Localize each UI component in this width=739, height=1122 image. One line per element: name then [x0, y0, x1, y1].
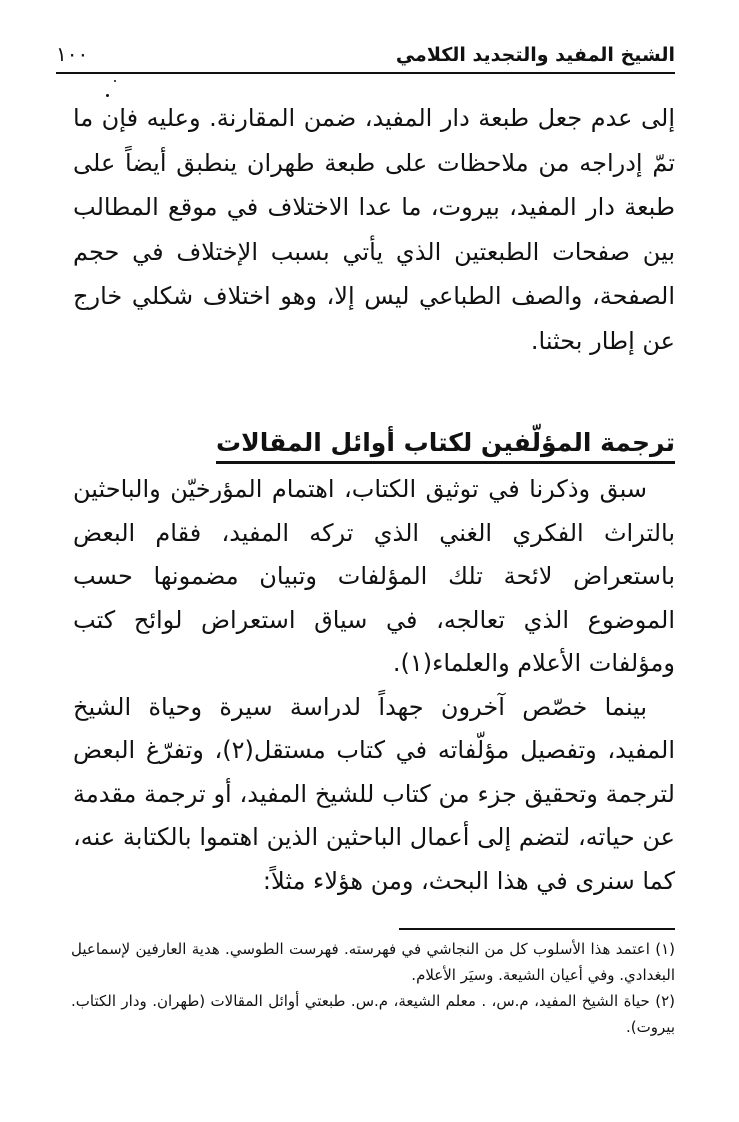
- page-header: [56, 28, 675, 74]
- opening-paragraph-block: [73, 96, 675, 363]
- paragraph: بينما خصّص آخرون جهداً لدراسة سيرة وحياة الشيخ المفيد، وتفصيل مؤلّفاته في كتاب مستقل(٢)، وتفرّغ البعض لترجمة وتحقيق جزء من كتاب للشيخ المفيد، أو ترجمة مقدمة عن حياته، لتضم إلى أعمال الباحثين الذين اهتموا بالكتابة عنه، كما سنرى في هذا البحث، ومن هؤلاء مثلاً:: [73, 692, 675, 895]
- ink-speck: [114, 80, 116, 82]
- running-title: الشيخ المفيد والتجديد الكلامي: [395, 44, 675, 66]
- footnote: (١) اعتمد هذا الأسلوب كل من النجاشي في فهرسته. فهرست الطوسي. هدية العارفين لإسماعيل البغدادي. وفي أعيان الشيعة. وسيَر الأعلام.: [71, 940, 675, 984]
- paragraph: سبق وذكرنا في توثيق الكتاب، اهتمام المؤرخيّن والباحثين بالتراث الفكري الغني الذي تركه المفيد، فقام البعض باستعراض لائحة تلك المؤلفات وتبيان مضمونها حسب الموضوع الذي تعالجه، في سياق استعراض لوائح كتب ومؤلفات الأعلام والعلماء(١).: [73, 475, 675, 677]
- section-heading: ترجمة المؤلّفين لكتاب أوائل المقالات: [216, 428, 675, 464]
- footnote-separator: [399, 928, 675, 930]
- page-number: ١٠٠: [56, 42, 89, 66]
- paragraph: إلى عدم جعل طبعة دار المفيد، ضمن المقارنة. وعليه فإن ما تمّ إدراجه من ملاحظات على طبعة طهران ينطبق أيضاً على طبعة دار المفيد، بيروت، ما عدا الاختلاف في موقع المطالب بين صفحات الطبعتين الذي يأتي بسبب الإختلاف في حجم الصفحة، والصف الطباعي ليس إلا، وهو اختلاف شكلي خارج عن إطار بحثنا.: [73, 104, 675, 355]
- section-body: [73, 468, 675, 903]
- footnote: (٢) حياة الشيخ المفيد، م.س، . معلم الشيعة، م.س. طبعتي أوائل المقالات (طهران. ودار الكتاب. بيروت).: [71, 992, 675, 1036]
- footnotes: [71, 936, 675, 1040]
